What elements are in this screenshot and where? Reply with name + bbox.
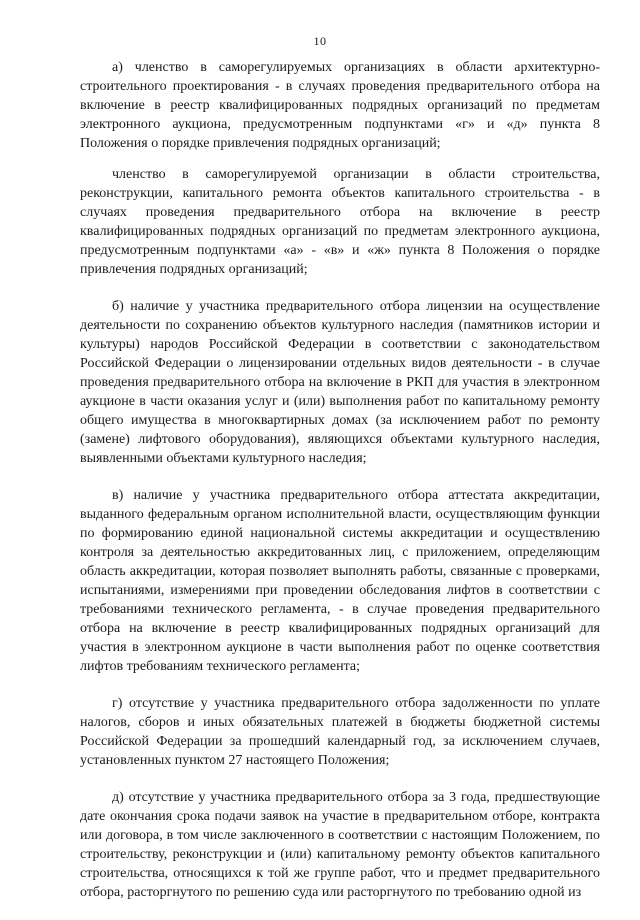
paragraph-g: г) отсутствие у участника предварительного отбора задолженности по уплате налогов, сборов и иных обязательных платежей в бюджеты бюджетной системы Российской Федерации за прошедший календарный год, за исключением случаев, установленных пунктом 27 настоящего Положения; (80, 696, 600, 768)
paragraph-d: д) отсутствие у участника предварительного отбора за 3 года, предшествующие дате окончания срока подачи заявок на участие в предварительном отборе, контракта или договора, в том числе заключенного в соответствии с настоящим Положением, по строительству, реконструкции и (или) капитальному ремонту объектов капитального строительства, относящихся к той же группе работ, что и предмет предварительного отбора, расторгнутого по решению суда или расторгнутого по требованию одной из (80, 790, 600, 900)
paragraph-a-continued: членство в саморегулируемой организации в области строительства, реконструкции, капитального ремонта объектов капитального строительства - в случаях проведения предварительного отбора на включение в реестр квалифицированных подрядных организаций по предметам электронного аукциона, предусмотренным подпунктами «а» - «в» и «ж» пункта 8 Положения о порядке привлечения подрядных организаций; (80, 167, 600, 277)
paragraph-v: в) наличие у участника предварительного отбора аттестата аккредитации, выданного федеральным органом исполнительной власти, осуществляющим функции по формированию единой национальной системы аккредитации и осуществлению контроля за деятельностью аккредитованных лиц, с приложением, определяющим область аккредитации, которая позволяет выполнять работы, связанные с проверками, испытаниями, измерениями при проведении обследования лифтов в соответствии с требованиями технического регламента, - в случае проведения предварительного отбора на включение в реестр квалифицированных подрядных организаций для участия в электронном аукционе в части выполнения работ по оценке соответствия лифтов требованиям технического регламента; (80, 488, 600, 674)
paragraph-a: а) членство в саморегулируемых организациях в области архитектурно-строительного проектирования - в случаях проведения предварительного отбора на включение в реестр квалифицированных подрядных организаций по предметам электронного аукциона, предусмотренным подпунктами «г» и «д» пункта 8 Положения о порядке привлечения подрядных организаций; (80, 60, 600, 151)
page-number: 10 (313, 34, 327, 48)
document-body (80, 58, 600, 920)
paragraph-b: б) наличие у участника предварительного отбора лицензии на осуществление деятельности по сохранению объектов культурного наследия (памятников истории и культуры) народов Российской Федерации в соответствии с законодательством Российской Федерации о лицензировании отдельных видов деятельности - в случае проведения предварительного отбора на включение в РКП для участия в электронном аукционе в части оказания услуг и (или) выполнения работ по капитальному ремонту общего имущества в многоквартирных домах (за исключением работ по ремонту (замене) лифтового оборудования), являющихся объектами культурного наследия, выявленными объектами культурного наследия; (80, 299, 600, 466)
